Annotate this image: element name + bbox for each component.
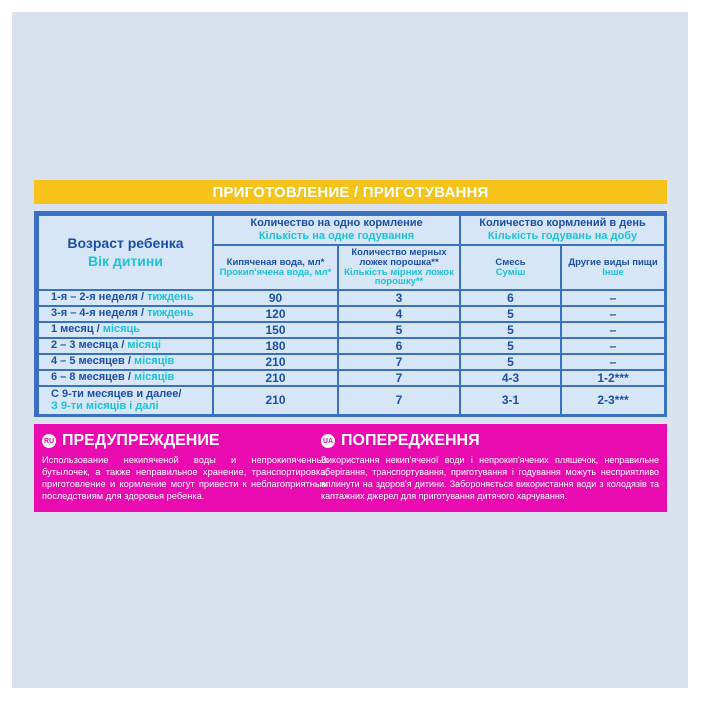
feedings-per-day-header — [460, 215, 665, 245]
water-cell: 150 — [213, 322, 338, 338]
age-cell: 3-я – 4-я неделя / тиждень — [38, 306, 213, 322]
other-food-cell: – — [561, 306, 665, 322]
other-food-header — [561, 245, 665, 290]
other-food-cell: – — [561, 290, 665, 306]
feeding-table-frame — [34, 211, 667, 417]
age-cell-ua: З 9-ти місяців і далі — [51, 399, 159, 412]
other-food-header-ru: Другие виды пищи — [568, 256, 658, 268]
table-row — [38, 370, 665, 386]
warning-ua-title: ПОПЕРЕДЖЕННЯ — [341, 432, 480, 449]
warning-ru-text: Использование некипяченой воды и непрокипяченных бутылочек, а также неправильное хранение, транспортировка, приготовление и кормление могут привести к неблагоприятным последствиям для здоровья ребенка. — [42, 455, 328, 501]
other-food-cell: – — [561, 354, 665, 370]
age-cell: 1-я – 2-я неделя / тиждень — [38, 290, 213, 306]
mix-header-ua: Суміш — [495, 266, 526, 278]
powder-cell: 7 — [338, 386, 460, 415]
powder-cell: 6 — [338, 338, 460, 354]
table-row — [38, 338, 665, 354]
other-food-header-ua: Інше — [602, 266, 624, 278]
table-row — [38, 386, 665, 415]
water-cell: 180 — [213, 338, 338, 354]
per-feeding-header-ru: Количество на одно кормление — [250, 217, 423, 230]
other-food-cell: – — [561, 338, 665, 354]
per-feeding-header-ua: Кількість на одне годування — [258, 230, 415, 242]
water-header-ua: Прокип'ячена вода, мл* — [219, 266, 332, 278]
mix-cell: 4-3 — [460, 370, 561, 386]
table-row — [38, 354, 665, 370]
powder-header-ua: Кількість мірних ложок порошку** — [344, 266, 454, 288]
age-header-ru: Возраст ребенка — [67, 235, 184, 251]
water-header — [213, 245, 338, 290]
warning-ru — [42, 432, 328, 502]
mix-cell: 6 — [460, 290, 561, 306]
water-cell: 120 — [213, 306, 338, 322]
mix-header — [460, 245, 561, 290]
feedings-per-day-header-ru: Количество кормлений в день — [479, 217, 646, 230]
preparation-title-bar — [34, 180, 667, 204]
powder-header — [338, 245, 460, 290]
warning-ru-title: ПРЕДУПРЕЖДЕНИЕ — [62, 432, 220, 449]
age-cell-ru: С 9-ти месяцев и далее/ — [51, 387, 182, 400]
powder-cell: 3 — [338, 290, 460, 306]
ua-badge-icon: UA — [321, 434, 335, 448]
mix-header-ru: Смесь — [495, 256, 526, 268]
water-cell: 210 — [213, 354, 338, 370]
powder-cell: 7 — [338, 370, 460, 386]
per-feeding-header — [213, 215, 460, 245]
powder-cell: 7 — [338, 354, 460, 370]
powder-cell: 5 — [338, 322, 460, 338]
table-row — [38, 290, 665, 306]
table-row — [38, 322, 665, 338]
age-cell: 2 – 3 месяца / місяці — [38, 338, 213, 354]
water-header-ru: Кипяченая вода, мл* — [226, 256, 325, 268]
warning-ua-title-row — [321, 432, 659, 450]
mix-cell: 5 — [460, 306, 561, 322]
feeding-table — [37, 214, 666, 416]
feedings-per-day-header-ua: Кількість годувань на добу — [487, 230, 638, 242]
age-cell: 4 – 5 месяцев / місяців — [38, 354, 213, 370]
age-header-ua: Вік дитини — [88, 252, 163, 269]
mix-cell: 5 — [460, 354, 561, 370]
mix-cell: 5 — [460, 322, 561, 338]
preparation-title: ПРИГОТОВЛЕНИЕ / ПРИГОТУВАННЯ — [212, 183, 489, 201]
other-food-cell: 2-3*** — [561, 386, 665, 415]
powder-cell: 4 — [338, 306, 460, 322]
age-header — [38, 215, 213, 290]
water-cell: 210 — [213, 370, 338, 386]
warning-ru-title-row — [42, 432, 328, 450]
powder-header-ru: Количество мерных ложек порошка** — [351, 246, 447, 268]
warning-ua-text: Використання некип'яченої води і непрокип'ячених пляшечок, неправильне зберігання, транспортування, приготування і годування можуть несприятливо вплинути на здоров'я дитини. Забороняється використання води з колодязів та каптажних джерел для приготування дитячого харчування. — [321, 455, 659, 501]
age-cell: 6 – 8 месяцев / місяців — [38, 370, 213, 386]
warning-ua — [321, 432, 659, 502]
warning-box — [34, 424, 667, 512]
ru-badge-icon: RU — [42, 434, 56, 448]
water-cell: 90 — [213, 290, 338, 306]
mix-cell: 5 — [460, 338, 561, 354]
table-row — [38, 306, 665, 322]
age-cell: 1 месяц / місяць — [38, 322, 213, 338]
other-food-cell: 1-2*** — [561, 370, 665, 386]
age-cell — [38, 386, 213, 415]
other-food-cell: – — [561, 322, 665, 338]
water-cell: 210 — [213, 386, 338, 415]
mix-cell: 3-1 — [460, 386, 561, 415]
